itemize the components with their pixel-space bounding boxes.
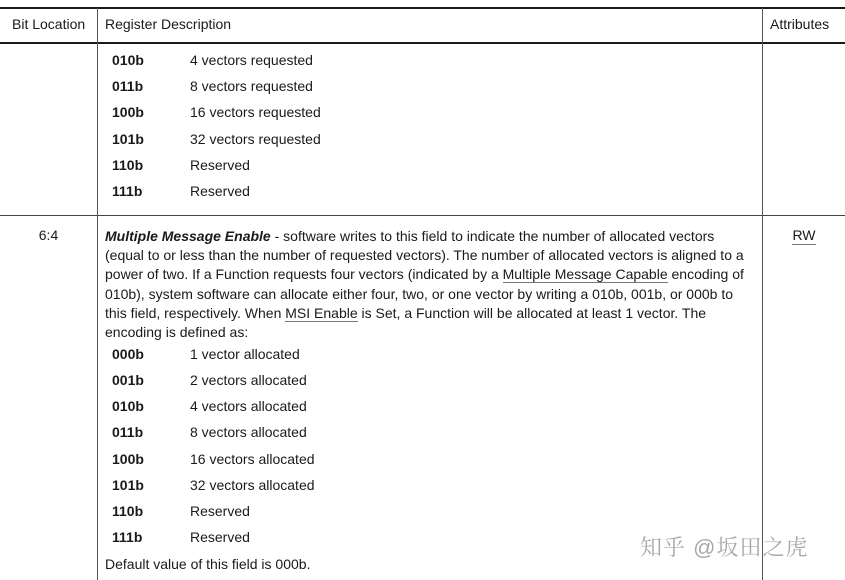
default-value-note: Default value of this field is 000b. [105, 556, 311, 572]
encoding-code: 001b [112, 372, 144, 388]
header-bottom-rule [0, 42, 845, 44]
watermark: 知乎 @坂田之虎 [640, 535, 809, 560]
encoding-row [112, 424, 752, 444]
encoding-description: 8 vectors allocated [190, 424, 307, 440]
encoding-row [112, 157, 752, 177]
encoding-description: 16 vectors requested [190, 104, 321, 120]
attribute-link[interactable]: RW [792, 227, 816, 243]
encoding-code: 010b [112, 398, 144, 414]
encoding-code: 011b [112, 78, 144, 94]
encoding-description: 16 vectors allocated [190, 451, 315, 467]
description-text: - software writes to this field to indicate the number of allocated vectors (equal to or less than the number of requested vectors). The number of allocated vectors is aligned to a power of two. If a Function requests four vectors (indicated by a [105, 228, 744, 283]
header-attributes: Attributes [770, 16, 830, 32]
encoding-row [112, 131, 752, 151]
encoding-row [112, 477, 752, 497]
encoding-row [112, 78, 752, 98]
encoding-description: Reserved [190, 503, 250, 519]
encoding-code: 100b [112, 104, 144, 120]
encoding-row [112, 104, 752, 124]
encoding-code: 000b [112, 346, 144, 362]
encoding-description: 32 vectors allocated [190, 477, 315, 493]
column-divider-left [97, 8, 98, 580]
encoding-row [112, 183, 752, 203]
encoding-description: 4 vectors allocated [190, 398, 307, 414]
row-separator [0, 215, 845, 216]
encoding-row [112, 451, 752, 471]
encoding-description: 32 vectors requested [190, 131, 321, 147]
description-text: encoding of 010b), system software can allocate either four, two, or one vector by writing a 010b, 001b, or 000b to this field, respectively. When [105, 266, 744, 321]
encoding-description: 8 vectors requested [190, 78, 313, 94]
encoding-description: Reserved [190, 183, 250, 199]
column-divider-right [762, 8, 763, 580]
cross-reference-link[interactable]: Multiple Message Capable [502, 266, 668, 283]
header-bit-location: Bit Location [12, 16, 86, 32]
encoding-description: 4 vectors requested [190, 52, 313, 68]
encoding-row [112, 372, 752, 392]
field-name: Multiple Message Enable [105, 228, 271, 244]
encoding-description: Reserved [190, 529, 250, 545]
encoding-row [112, 503, 752, 523]
encoding-code: 101b [112, 477, 144, 493]
encoding-description: Reserved [190, 157, 250, 173]
encoding-code: 110b [112, 157, 144, 173]
field-description [105, 227, 753, 342]
encoding-code: 100b [112, 451, 144, 467]
encoding-code: 101b [112, 131, 144, 147]
table-top-rule [0, 7, 845, 9]
encoding-description: 1 vector allocated [190, 346, 300, 362]
description-text: is Set, a Function will be allocated at least 1 vector. The encoding is defined as: [105, 304, 707, 341]
encoding-description: 2 vectors allocated [190, 372, 307, 388]
encoding-row [112, 398, 752, 418]
encoding-code: 111b [112, 183, 143, 199]
encoding-row [112, 52, 752, 72]
encoding-code: 011b [112, 424, 144, 440]
encoding-code: 010b [112, 52, 144, 68]
attribute-value [763, 227, 845, 243]
encoding-code: 110b [112, 503, 144, 519]
bit-location-value: 6:4 [38, 227, 59, 243]
encoding-row [112, 346, 752, 366]
header-register-description: Register Description [105, 16, 232, 32]
encoding-code: 111b [112, 529, 143, 545]
cross-reference-link[interactable]: MSI Enable [285, 304, 358, 321]
